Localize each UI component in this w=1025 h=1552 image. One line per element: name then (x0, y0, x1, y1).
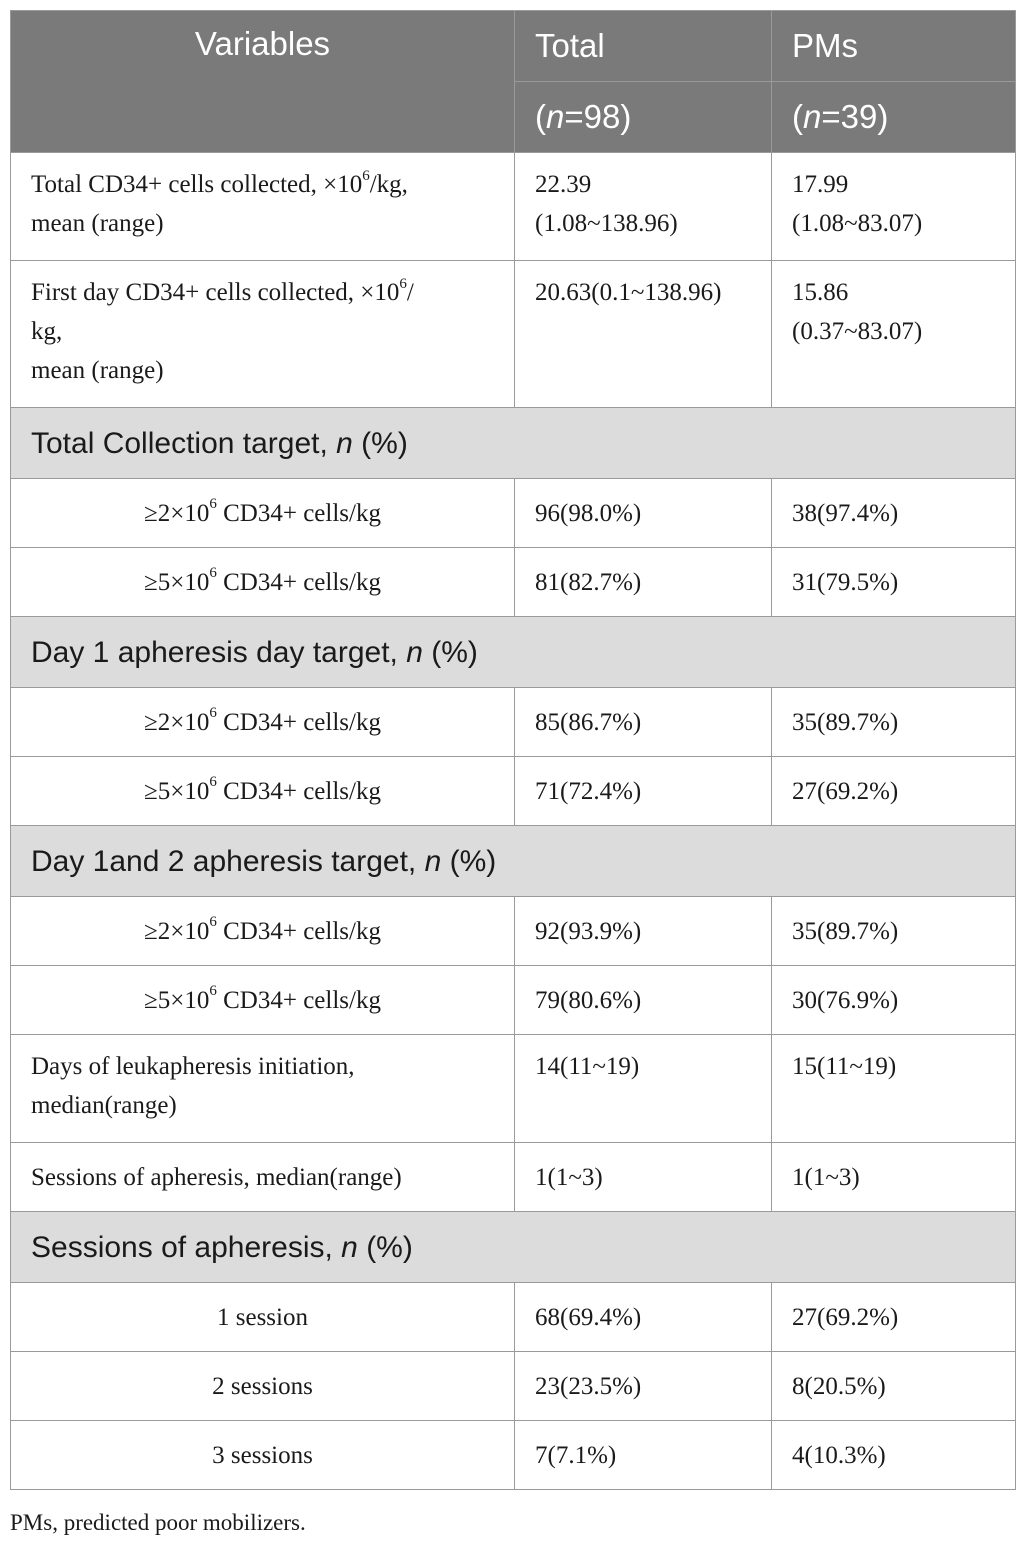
total-value: 7(7.1%) (515, 1421, 772, 1490)
header-variables: Variables (11, 11, 515, 153)
section-row (11, 826, 1016, 897)
header-row (11, 11, 1016, 82)
pms-value: 4(10.3%) (772, 1421, 1016, 1490)
table-row (11, 153, 1016, 261)
pms-value: 8(20.5%) (772, 1352, 1016, 1421)
table-row (11, 1421, 1016, 1490)
pms-value: 27(69.2%) (772, 757, 1016, 826)
table-row (11, 479, 1016, 548)
total-value: 22.39 (1.08~138.96) (515, 153, 772, 261)
pms-value: 35(89.7%) (772, 897, 1016, 966)
row-label: $\ge 2\times 10^6$ CD34+ cells/kg (11, 688, 515, 757)
table-row (11, 1352, 1016, 1421)
row-label: $\ge 5\times 10^6$ CD34+ cells/kg (11, 548, 515, 617)
row-label: Days of leukapheresis initiation, median(range) (11, 1035, 515, 1143)
table-row (11, 688, 1016, 757)
total-value: 71(72.4%) (515, 757, 772, 826)
footnote: PMs, predicted poor mobilizers. (10, 1510, 306, 1535)
row-label: $\ge 2\times 10^6$ CD34+ cells/kg (11, 897, 515, 966)
pms-value: 27(69.2%) (772, 1283, 1016, 1352)
results-table (10, 10, 1016, 1490)
section-row (11, 408, 1016, 479)
section-day1-target: Day 1 apheresis day target, n (%) (11, 617, 1016, 688)
header-total-n: (n=98) (515, 82, 772, 153)
total-value: 20.63(0.1~138.96) (515, 261, 772, 408)
total-value: 85(86.7%) (515, 688, 772, 757)
table-row (11, 1143, 1016, 1212)
total-value: 92(93.9%) (515, 897, 772, 966)
table-row (11, 966, 1016, 1035)
row-label: Total CD34+ cells collected, $\times 10^6/kg$, mean (range) (11, 153, 515, 261)
header-total: Total (515, 11, 772, 82)
section-row (11, 1212, 1016, 1283)
total-value: 1(1~3) (515, 1143, 772, 1212)
section-row (11, 617, 1016, 688)
total-value: 81(82.7%) (515, 548, 772, 617)
row-label: 1 session (11, 1283, 515, 1352)
pms-value: 15.86 (0.37~83.07) (772, 261, 1016, 408)
total-value: 79(80.6%) (515, 966, 772, 1035)
table-row (11, 1035, 1016, 1143)
section-total-collection-target: Total Collection target, n (%) (11, 408, 1016, 479)
pms-value: 30(76.9%) (772, 966, 1016, 1035)
row-label: $\ge 2\times 10^6$ CD34+ cells/kg (11, 479, 515, 548)
row-label: $\ge 5\times 10^6$ CD34+ cells/kg (11, 966, 515, 1035)
pms-value: 35(89.7%) (772, 688, 1016, 757)
header-pms: PMs (772, 11, 1016, 82)
total-value: 23(23.5%) (515, 1352, 772, 1421)
table-row (11, 548, 1016, 617)
pms-value: 38(97.4%) (772, 479, 1016, 548)
row-label: 3 sessions (11, 1421, 515, 1490)
row-label: First day CD34+ cells collected, $\times 10^6/$ kg, mean (range) (11, 261, 515, 408)
table-row (11, 1283, 1016, 1352)
header-pms-n: (n=39) (772, 82, 1016, 153)
table-row (11, 261, 1016, 408)
section-sessions: Sessions of apheresis, n (%) (11, 1212, 1016, 1283)
pms-value: 1(1~3) (772, 1143, 1016, 1212)
pms-value: 15(11~19) (772, 1035, 1016, 1143)
pms-value: 17.99 (1.08~83.07) (772, 153, 1016, 261)
pms-value: 31(79.5%) (772, 548, 1016, 617)
table-row (11, 757, 1016, 826)
section-day1-2-target: Day 1and 2 apheresis target, n (%) (11, 826, 1016, 897)
row-label: $\ge 5\times 10^6$ CD34+ cells/kg (11, 757, 515, 826)
total-value: 14(11~19) (515, 1035, 772, 1143)
table-row (11, 897, 1016, 966)
total-value: 96(98.0%) (515, 479, 772, 548)
row-label: 2 sessions (11, 1352, 515, 1421)
total-value: 68(69.4%) (515, 1283, 772, 1352)
row-label: Sessions of apheresis, median(range) (11, 1143, 515, 1212)
